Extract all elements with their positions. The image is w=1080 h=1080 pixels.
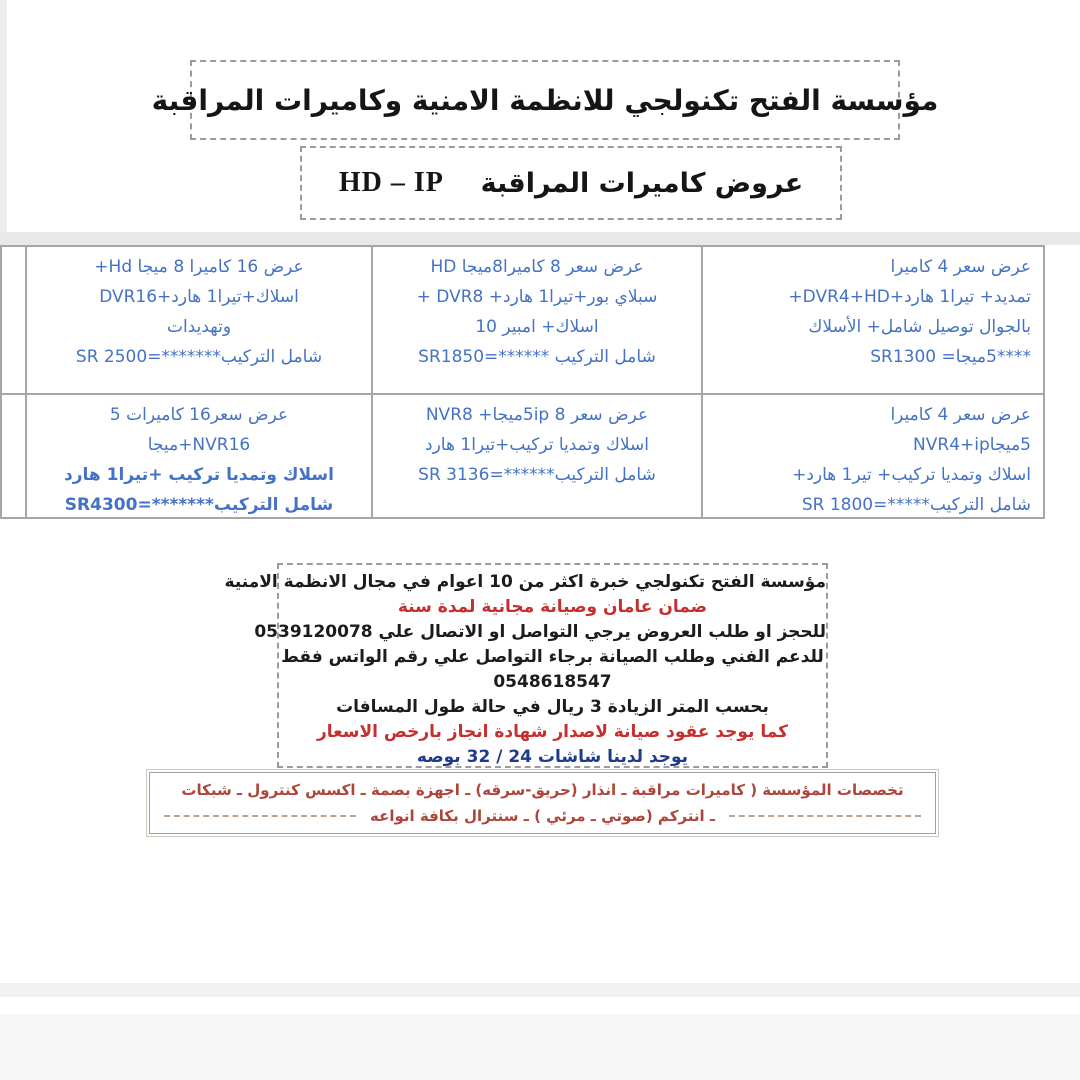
- cell-line: عرض 16 كاميرا 8 ميجا Hd+: [94, 257, 304, 277]
- info-line: كما يوجد عقود صيانة لاصدار شهادة انجاز بارخص الاسعار: [316, 722, 788, 742]
- offer-cell-r1-right: [703, 247, 1043, 395]
- cell-line: شامل التركيب*******=SR4300: [64, 495, 334, 515]
- spec-line: تخصصات المؤسسة ( كاميرات مراقبة ـ انذار (حريق-سرقه) ـ اجهزة بصمة ـ اكسس كنترول ـ شبكات: [181, 781, 904, 799]
- cell-line: شامل التركيب******=SR 3136: [418, 465, 656, 485]
- info-line: مؤسسة الفتح تكنولجي خبرة اكثر من 10 اعوام في مجال الانظمة الامنية: [224, 572, 826, 592]
- cell-line: هارد‎ 1تيرا+‎ تركيب‎ وتمديا‎ اسلاك: [64, 465, 334, 485]
- subtitle-hd-ip: HD – IP: [338, 167, 444, 198]
- cell-line: ****5ميجا= SR1300: [870, 347, 1031, 367]
- cell-line: عرض سعر 4 كاميرا: [890, 257, 1031, 277]
- offer-cell-r1-left: [27, 247, 373, 395]
- table-spacer-cell: [2, 247, 27, 395]
- info-line: ضمان عامان وصيانة مجانية لمدة سنة: [397, 597, 708, 617]
- cell-line: وتهديدات: [166, 317, 232, 337]
- offers-table: [0, 245, 1045, 519]
- gray-band-bottom-1: [0, 983, 1080, 997]
- cell-line: عرض سعر 4 كاميرا: [890, 405, 1031, 425]
- info-line: للدعم الفني وطلب الصيانة برجاء التواصل علي رقم الواتس فقط: [281, 647, 824, 667]
- cell-line: DVR16+هارد‎ 1تيرا+‎اسلاك: [99, 287, 299, 307]
- cell-line: الأسلاك‎ +شامل‎ توصيل‎ بالجوال: [808, 317, 1031, 337]
- info-line: 0548618547: [493, 672, 612, 692]
- cell-line: عرض سعر 5ip 8ميجا+ NVR8: [425, 405, 649, 425]
- company-info-box: [224, 563, 828, 768]
- cell-line: شامل التركيب*****=SR 1800: [801, 495, 1031, 515]
- info-line: يوجد لدينا شاشات 24 / 32 بوصه: [416, 747, 689, 767]
- cell-line: +DVR4+HD+هارد‎ 1تيرا‎ +تمديد: [788, 287, 1031, 307]
- offer-cell-r2-middle: [373, 395, 703, 517]
- cell-line: 10 امبير‎ +اسلاك: [475, 317, 599, 337]
- company-title-box: [151, 60, 939, 140]
- cell-line: شامل التركيب ******=SR1850: [418, 347, 656, 367]
- specialties-box: [149, 772, 936, 834]
- cell-line: شامل التركيب*******=SR 2500: [75, 347, 323, 367]
- info-line: بحسب المتر الزيادة 3 ريال في حالة طول المسافات: [336, 697, 769, 717]
- offer-cell-r2-left: [27, 395, 373, 517]
- cell-line: +هارد‎ 1تير‎ +تركيب‎ وتمديا‎ اسلاك: [792, 465, 1031, 485]
- gray-band-above-table: [0, 232, 1080, 245]
- cell-line: عرض سعر16 كاميرات 5: [109, 405, 289, 425]
- cell-line: هارد‎ 1تيرا+‎تركيب‎ وتمديا‎ اسلاك: [425, 435, 649, 455]
- table-spacer-cell: [2, 395, 27, 517]
- offers-subtitle-box: [300, 146, 842, 220]
- offer-cell-r1-middle: [373, 247, 703, 395]
- cell-line: 5ميجاNVR4+ip: [913, 435, 1031, 455]
- spec-line: ـ انتركم (صوتي ـ مرئي ) ـ سنترال بكافة انواعه: [150, 803, 935, 829]
- gray-band-bottom-2: [0, 1014, 1080, 1080]
- company-title: مؤسسة الفتح تكنولجي للانظمة الامنية وكاميرات المراقبة: [151, 83, 939, 117]
- info-line: للحجز او طلب العروض يرجي التواصل او الاتصال علي 0539120078: [254, 622, 826, 642]
- cell-line: عرض سعر 8 كاميرا8ميجا HD: [430, 257, 644, 277]
- offer-cell-r2-right: [703, 395, 1043, 517]
- cell-line: ميجا‎+NVR16: [147, 435, 251, 455]
- subtitle-arabic: عروض كاميرات المراقبة: [480, 167, 804, 199]
- cell-line: + DVR8 +هارد‎ 1تيرا+‎بور‎ سبلاي: [416, 287, 658, 307]
- left-edge-shade: [0, 0, 7, 245]
